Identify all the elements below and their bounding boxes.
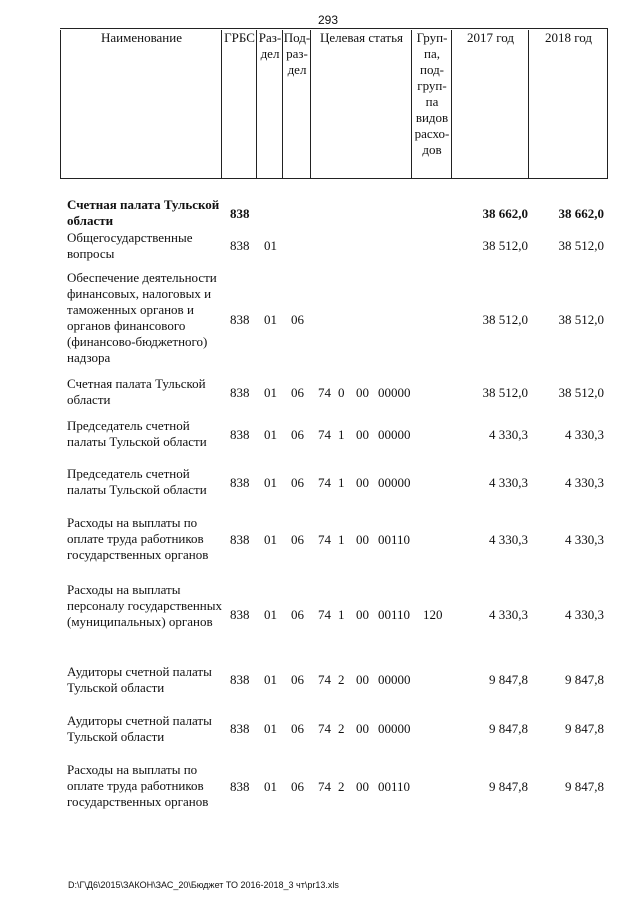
row-rz: 01 <box>264 427 277 442</box>
row-t1: 74 <box>318 532 331 547</box>
row-pr: 06 <box>291 672 304 687</box>
row-t3: 00 <box>356 427 369 442</box>
row-grbs: 838 <box>230 206 250 221</box>
row-2018: 4 330,3 <box>565 607 604 622</box>
row-grbs: 838 <box>230 779 250 794</box>
row-t3: 00 <box>356 721 369 736</box>
row-name: Председатель счетной палаты Тульской области <box>67 418 207 449</box>
header-2017 <box>451 30 529 178</box>
row-rz: 01 <box>264 532 277 547</box>
row-rz: 01 <box>264 238 277 253</box>
row-pr: 06 <box>291 721 304 736</box>
row-2018: 38 662,0 <box>558 206 604 221</box>
row-t4: 00000 <box>378 385 411 400</box>
row-2018: 38 512,0 <box>558 238 604 253</box>
header-target-label: Целевая статья <box>319 30 403 45</box>
row-pr: 06 <box>291 385 304 400</box>
row-t1: 74 <box>318 721 331 736</box>
row-t4: 00000 <box>378 475 411 490</box>
header-2018-label: 2018 год <box>545 30 592 45</box>
row-t2: 2 <box>338 779 345 794</box>
row-2018: 4 330,3 <box>565 427 604 442</box>
row-name: Счетная палата Тульской области <box>67 197 220 228</box>
row-pr: 06 <box>291 532 304 547</box>
row-pr: 06 <box>291 312 304 327</box>
row-2017: 38 512,0 <box>482 312 528 327</box>
row-group: 120 <box>423 607 443 622</box>
row-2017: 4 330,3 <box>489 475 528 490</box>
header-grbs-label: ГРБС <box>224 30 255 45</box>
row-name: Расходы на выплаты по оплате труда работников государственных органов <box>67 762 209 809</box>
row-rz: 01 <box>264 672 277 687</box>
row-2018: 4 330,3 <box>565 475 604 490</box>
row-2018: 4 330,3 <box>565 532 604 547</box>
row-2018: 9 847,8 <box>565 779 604 794</box>
row-t2: 2 <box>338 672 345 687</box>
row-pr: 06 <box>291 607 304 622</box>
row-grbs: 838 <box>230 532 250 547</box>
row-2018: 38 512,0 <box>558 312 604 327</box>
row-t2: 1 <box>338 427 345 442</box>
row-rz: 01 <box>264 385 277 400</box>
row-t1: 74 <box>318 672 331 687</box>
row-t2: 1 <box>338 607 345 622</box>
row-rz: 01 <box>264 779 277 794</box>
header-group: Груп- па, под- груп- па видов расхо- дов <box>411 30 452 178</box>
row-rz: 01 <box>264 312 277 327</box>
row-grbs: 838 <box>230 475 250 490</box>
row-t1: 74 <box>318 475 331 490</box>
row-grbs: 838 <box>230 385 250 400</box>
row-2017: 9 847,8 <box>489 672 528 687</box>
row-pr: 06 <box>291 475 304 490</box>
row-t2: 1 <box>338 532 345 547</box>
header-grbs <box>221 30 257 178</box>
row-t2: 2 <box>338 721 345 736</box>
row-name: Председатель счетной палаты Тульской области <box>67 466 207 497</box>
row-t3: 00 <box>356 475 369 490</box>
row-grbs: 838 <box>230 607 250 622</box>
row-t1: 74 <box>318 607 331 622</box>
header-target <box>310 30 412 178</box>
row-name: Расходы на выплаты по оплате труда работников государственных органов <box>67 515 209 562</box>
row-t1: 74 <box>318 427 331 442</box>
row-t4: 00110 <box>378 779 411 794</box>
row-t4: 00000 <box>378 672 411 687</box>
header-2018 <box>528 30 608 178</box>
row-name: Общегосударственные вопросы <box>67 230 193 261</box>
row-name: Аудиторы счетной палаты Тульской области <box>67 713 212 744</box>
row-t3: 00 <box>356 607 369 622</box>
row-t3: 00 <box>356 385 369 400</box>
row-grbs: 838 <box>230 672 250 687</box>
row-t1: 74 <box>318 385 331 400</box>
header-bottom-border <box>60 178 608 179</box>
row-pr: 06 <box>291 779 304 794</box>
row-grbs: 838 <box>230 427 250 442</box>
header-name <box>60 30 222 178</box>
row-t4: 00110 <box>378 607 411 622</box>
row-2017: 9 847,8 <box>489 779 528 794</box>
row-t3: 00 <box>356 779 369 794</box>
row-name: Счетная палата Тульской области <box>67 376 206 407</box>
header-name-label: Наименование <box>101 30 182 45</box>
row-t4: 00000 <box>378 427 411 442</box>
row-2017: 9 847,8 <box>489 721 528 736</box>
header-podrazdel: Под- раз- дел <box>282 30 311 178</box>
row-t3: 00 <box>356 532 369 547</box>
row-2017: 4 330,3 <box>489 532 528 547</box>
row-pr: 06 <box>291 427 304 442</box>
row-name: Расходы на выплаты персоналу государственных (муниципальных) органов <box>67 582 223 629</box>
row-2018: 9 847,8 <box>565 721 604 736</box>
row-t1: 74 <box>318 779 331 794</box>
row-2017: 38 662,0 <box>482 206 528 221</box>
row-name: Обеспечение деятельности финансовых, налоговых и таможенных органов и органов финансового (финансово-бюджетного) надзора <box>67 270 217 365</box>
row-2018: 9 847,8 <box>565 672 604 687</box>
row-2018: 38 512,0 <box>558 385 604 400</box>
header-right-border <box>607 28 608 179</box>
row-rz: 01 <box>264 721 277 736</box>
row-t2: 1 <box>338 475 345 490</box>
row-grbs: 838 <box>230 312 250 327</box>
file-path-footer: D:\Г\Д6\2015\ЗАКОН\ЗАС_20\Бюджет ТО 2016-2018_3 чт\pr13.xls <box>68 880 339 890</box>
header-2017-label: 2017 год <box>467 30 514 45</box>
row-2017: 38 512,0 <box>482 238 528 253</box>
row-t4: 00110 <box>378 532 411 547</box>
row-rz: 01 <box>264 475 277 490</box>
row-2017: 38 512,0 <box>482 385 528 400</box>
row-t2: 0 <box>338 385 345 400</box>
row-t3: 00 <box>356 672 369 687</box>
row-2017: 4 330,3 <box>489 427 528 442</box>
row-name: Аудиторы счетной палаты Тульской области <box>67 664 212 695</box>
row-grbs: 838 <box>230 238 250 253</box>
page-number: 293 <box>318 13 339 27</box>
header-top-border <box>60 28 608 29</box>
row-2017: 4 330,3 <box>489 607 528 622</box>
row-rz: 01 <box>264 607 277 622</box>
header-razdel: Раз- дел <box>256 30 283 178</box>
row-grbs: 838 <box>230 721 250 736</box>
row-t4: 00000 <box>378 721 411 736</box>
